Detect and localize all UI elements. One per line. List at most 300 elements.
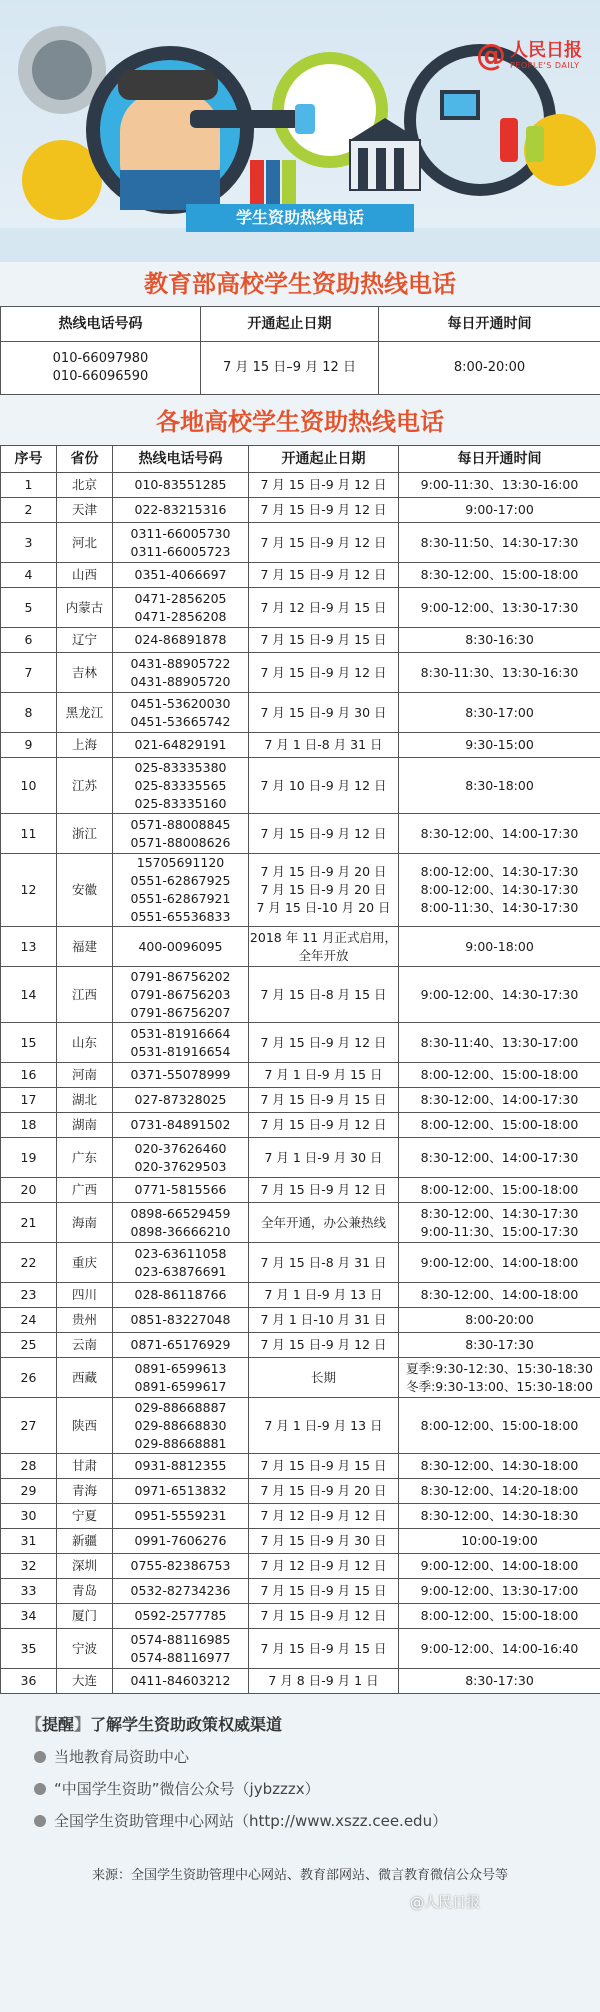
row-province: 湖南 (57, 1113, 113, 1138)
row-dates-line: 2018 年 11 月正式启用， (249, 929, 398, 945)
row-hours-line: 8:30-12:00、14:00-18:00 (420, 1287, 579, 1302)
table-row (1, 1203, 600, 1243)
row-dates (249, 1479, 399, 1504)
row-hours (399, 628, 600, 653)
row-hours-line: 8:00-20:00 (465, 1312, 534, 1327)
row-province: 四川 (57, 1283, 113, 1308)
tip-bracket-open: 【 (26, 1715, 43, 1734)
row-phones-line: 0532-82734236 (130, 1583, 231, 1598)
row-province: 河北 (57, 523, 113, 563)
table-row (1, 1629, 600, 1669)
row-province: 浙江 (57, 814, 113, 854)
row-phones-line: 020-37626460 (134, 1140, 227, 1156)
row-hours-line: 8:30-16:30 (465, 632, 534, 647)
row-phones (113, 967, 249, 1023)
row-phones-line: 0431-88905720 (130, 673, 231, 689)
row-phones-line: 0791-86756207 (130, 1004, 231, 1020)
row-hours (399, 1358, 600, 1398)
row-hours (399, 1579, 600, 1604)
row-province: 山西 (57, 563, 113, 588)
row-phones-line: 025-83335565 (134, 777, 227, 793)
row-dates (249, 1203, 399, 1243)
row-phones (113, 1398, 249, 1454)
row-hours (399, 588, 600, 628)
row-phones (113, 1063, 249, 1088)
row-province: 云南 (57, 1333, 113, 1358)
row-phones-line: 022-83215316 (134, 502, 227, 517)
row-number: 24 (1, 1308, 57, 1333)
row-phones-line: 010-83551285 (134, 477, 227, 492)
tip-bracket-close: 】 (74, 1715, 91, 1734)
row-dates-line: 7 月 15 日-9 月 30 日 (260, 1533, 387, 1548)
row-dates (249, 473, 399, 498)
row-hours-line: 8:30-12:00、14:30-18:30 (420, 1508, 579, 1523)
row-number: 26 (1, 1358, 57, 1398)
row-phones-line: 0574-88116977 (130, 1649, 231, 1665)
row-dates (249, 1308, 399, 1333)
row-dates-line: 全年开放 (298, 947, 349, 963)
row-dates (249, 814, 399, 854)
row-phones (113, 1283, 249, 1308)
row-dates-line: 7 月 15 日-9 月 12 日 (260, 664, 387, 680)
row-number: 35 (1, 1629, 57, 1669)
row-hours (399, 1113, 600, 1138)
row-phones (113, 1479, 249, 1504)
ministry-dates: 7 月 15 日–9 月 12 日 (201, 342, 379, 395)
row-dates (249, 628, 399, 653)
row-hours-line: 9:00-17:00 (465, 502, 534, 517)
row-dates-line: 7 月 12 日-9 月 12 日 (260, 1558, 387, 1573)
row-province: 新疆 (57, 1529, 113, 1554)
row-dates (249, 563, 399, 588)
row-dates (249, 1333, 399, 1358)
row-hours (399, 693, 600, 733)
row-dates-line: 7 月 15 日-9 月 12 日 (260, 1337, 387, 1352)
row-phones-line: 0951-5559231 (134, 1508, 227, 1523)
row-phones (113, 1529, 249, 1554)
row-province: 江西 (57, 967, 113, 1023)
tip-text: 了解学生资助政策权威渠道 (90, 1715, 283, 1734)
table-row (1, 1308, 600, 1333)
row-phones-line: 0891-6599617 (134, 1378, 227, 1394)
row-dates-line: 7 月 15 日-9 月 20 日 (260, 1483, 387, 1498)
row-phones-line: 020-37629503 (134, 1158, 227, 1174)
row-dates-line: 7 月 15 日-9 月 12 日 (260, 1117, 387, 1132)
row-hours (399, 1138, 600, 1178)
row-dates-line: 7 月 15 日-9 月 12 日 (260, 1034, 387, 1050)
row-hours (399, 1398, 600, 1454)
row-hours (399, 1088, 600, 1113)
table-row (1, 588, 600, 628)
row-number: 10 (1, 758, 57, 814)
tip-word: 提醒 (42, 1715, 75, 1734)
row-hours-line: 8:30-12:00、14:00-17:30 (420, 825, 579, 841)
table-row (1, 1669, 600, 1694)
row-hours-line: 8:00-12:00、15:00-18:00 (420, 1417, 579, 1433)
table-row (1, 1504, 600, 1529)
row-number: 3 (1, 523, 57, 563)
header-banner (0, 0, 600, 262)
row-dates-line: 7 月 1 日-9 月 13 日 (264, 1287, 383, 1302)
row-phones-line: 0411-84603212 (130, 1673, 231, 1688)
row-phones-line: 0531-81916654 (130, 1043, 231, 1059)
row-hours-line: 8:30-12:00、15:00-18:00 (420, 567, 579, 582)
table-row (1, 1178, 600, 1203)
logo-english-name: PEOPLE'S DAILY (510, 60, 580, 70)
row-phones (113, 1454, 249, 1479)
row-phones (113, 927, 249, 967)
row-phones (113, 733, 249, 758)
ministry-hotline-title: 教育部高校学生资助热线电话 (144, 270, 456, 298)
row-dates-line: 7 月 1 日-9 月 13 日 (264, 1417, 383, 1433)
row-dates (249, 1138, 399, 1178)
row-hours-line: 8:30-12:00、14:30-17:30 (420, 1205, 579, 1221)
row-hours-line: 8:30-12:00、14:30-18:00 (420, 1458, 579, 1473)
header-dates: 开通起止日期 (201, 307, 379, 342)
row-number: 23 (1, 1283, 57, 1308)
row-dates (249, 733, 399, 758)
row-hours-line: 8:00-12:00、14:30-17:30 (420, 882, 579, 897)
row-hours-line: 8:00-12:00、15:00-18:00 (420, 1182, 579, 1197)
row-phones-line: 0898-66529459 (130, 1205, 231, 1221)
row-number: 36 (1, 1669, 57, 1694)
row-phones-line: 021-64829191 (134, 737, 227, 752)
row-phones (113, 1358, 249, 1398)
header-phone: 热线电话号码 (113, 446, 249, 473)
row-hours-line: 9:00-12:00、13:30-17:00 (420, 1583, 579, 1598)
row-hours (399, 967, 600, 1023)
row-province: 辽宁 (57, 628, 113, 653)
row-hours (399, 1203, 600, 1243)
row-dates-line: 7 月 15 日-9 月 12 日 (260, 477, 387, 492)
row-province: 深圳 (57, 1554, 113, 1579)
row-dates-line: 7 月 12 日-9 月 12 日 (260, 1508, 387, 1523)
table-row (1, 523, 600, 563)
row-dates-line: 7 月 1 日-9 月 30 日 (264, 1149, 383, 1165)
row-phones-line: 0592-2577785 (134, 1608, 227, 1623)
row-number: 21 (1, 1203, 57, 1243)
row-hours (399, 1504, 600, 1529)
row-hours-line: 9:30-15:00 (465, 737, 534, 752)
row-phones (113, 1023, 249, 1063)
ministry-hours: 8:00-20:00 (379, 342, 600, 395)
row-hours-line: 8:30-11:30、13:30-16:30 (420, 664, 579, 680)
row-phones-line: 023-63611058 (134, 1245, 227, 1261)
row-phones-line: 0931-8812355 (134, 1458, 227, 1473)
row-dates (249, 1529, 399, 1554)
row-phones (113, 473, 249, 498)
row-dates-line: 7 月 15 日-9 月 12 日 (260, 1182, 387, 1197)
row-phones-line: 0851-83227048 (130, 1312, 231, 1327)
row-phones-line: 023-63876691 (134, 1263, 227, 1279)
row-number: 7 (1, 653, 57, 693)
row-phones-line: 0551-62867925 (130, 873, 231, 888)
row-phones-line: 025-83335380 (134, 759, 227, 775)
row-dates (249, 523, 399, 563)
row-hours (399, 1454, 600, 1479)
row-province: 海南 (57, 1203, 113, 1243)
row-number: 31 (1, 1529, 57, 1554)
table-row (1, 498, 600, 523)
row-hours-line: 9:00-18:00 (465, 938, 534, 954)
row-hours-line: 8:30-11:40、13:30-17:00 (420, 1034, 579, 1050)
row-hours (399, 1604, 600, 1629)
row-dates (249, 1629, 399, 1669)
row-dates-line: 7 月 1 日-10 月 31 日 (260, 1312, 387, 1327)
row-hours-line: 8:00-12:00、15:00-18:00 (420, 1608, 579, 1623)
row-phones-line: 0431-88905722 (130, 655, 231, 671)
row-dates-line: 7 月 15 日-9 月 12 日 (260, 567, 387, 582)
row-hours (399, 1669, 600, 1694)
row-hours (399, 854, 600, 927)
peoples-daily-logo (476, 38, 582, 73)
row-number: 18 (1, 1113, 57, 1138)
phone-number: 010-66096590 (52, 369, 149, 384)
row-hours (399, 1554, 600, 1579)
row-province: 宁波 (57, 1629, 113, 1669)
row-phones-line: 0891-6599613 (134, 1360, 227, 1376)
row-number: 12 (1, 854, 57, 927)
row-phones-line: 024-86891878 (134, 632, 227, 647)
row-hours-line: 8:30-12:00、14:00-17:30 (420, 1149, 579, 1165)
row-province: 宁夏 (57, 1504, 113, 1529)
table-row (1, 927, 600, 967)
row-hours-line: 冬季:9:30-13:00、15:30-18:00 (406, 1378, 593, 1394)
row-hours (399, 1283, 600, 1308)
row-dates (249, 1178, 399, 1203)
row-phones-line: 0755-82386753 (130, 1558, 231, 1573)
banner-ribbon-title: 学生资助热线电话 (186, 204, 414, 232)
row-hours-line: 9:00-12:00、14:30-17:30 (420, 986, 579, 1002)
table-row (1, 814, 600, 854)
table-row (1, 854, 600, 927)
table-row (1, 473, 600, 498)
table-row (1, 1283, 600, 1308)
row-phones (113, 1178, 249, 1203)
row-dates (249, 693, 399, 733)
row-hours-line: 9:00-11:30、13:30-16:00 (420, 477, 579, 492)
row-number: 32 (1, 1554, 57, 1579)
row-dates (249, 653, 399, 693)
list-item: “中国学生资助”微信公众号（jybzzzx） (34, 1778, 320, 1799)
row-phones (113, 563, 249, 588)
row-number: 22 (1, 1243, 57, 1283)
table-row (1, 628, 600, 653)
row-province: 吉林 (57, 653, 113, 693)
table-row (1, 1579, 600, 1604)
row-hours (399, 523, 600, 563)
table-row (1, 967, 600, 1023)
row-number: 5 (1, 588, 57, 628)
row-hours-line: 8:30-12:00、14:20-18:00 (420, 1483, 579, 1498)
row-dates-line: 全年开通，办公兼热线 (260, 1214, 386, 1230)
row-hours (399, 1629, 600, 1669)
row-dates (249, 1504, 399, 1529)
row-number: 16 (1, 1063, 57, 1088)
row-phones-line: 0571-88008626 (130, 834, 231, 850)
row-province: 厦门 (57, 1604, 113, 1629)
row-dates (249, 1604, 399, 1629)
table-row (1, 1529, 600, 1554)
row-dates-line: 7 月 15 日-9 月 20 日 (260, 864, 387, 879)
row-province: 江苏 (57, 758, 113, 814)
row-province: 重庆 (57, 1243, 113, 1283)
row-dates-line: 7 月 15 日-9 月 30 日 (260, 704, 387, 720)
row-province: 山东 (57, 1023, 113, 1063)
row-hours (399, 814, 600, 854)
regional-hotline-table (0, 445, 600, 1694)
row-number: 20 (1, 1178, 57, 1203)
row-dates-line: 7 月 15 日-8 月 31 日 (260, 1254, 387, 1270)
row-phones-line: 0971-6513832 (134, 1483, 227, 1498)
row-dates-line: 7 月 15 日-8 月 15 日 (260, 986, 387, 1002)
row-number: 17 (1, 1088, 57, 1113)
row-phones-line: 0451-53665742 (130, 713, 231, 729)
row-dates (249, 1283, 399, 1308)
row-phones (113, 758, 249, 814)
row-number: 6 (1, 628, 57, 653)
row-province: 湖北 (57, 1088, 113, 1113)
table-row (1, 758, 600, 814)
row-number: 30 (1, 1504, 57, 1529)
row-phones (113, 1333, 249, 1358)
row-dates-line: 7 月 15 日-9 月 15 日 (260, 1640, 387, 1656)
row-number: 19 (1, 1138, 57, 1178)
row-dates-line: 7 月 15 日-9 月 15 日 (260, 1583, 387, 1598)
table-header-row (1, 307, 600, 342)
row-dates-line: 7 月 1 日-9 月 15 日 (264, 1067, 383, 1082)
row-phones (113, 1308, 249, 1333)
row-number: 13 (1, 927, 57, 967)
ministry-hotline-table (0, 306, 600, 395)
row-province: 大连 (57, 1669, 113, 1694)
row-phones-line: 0898-36666210 (130, 1223, 231, 1239)
row-number: 28 (1, 1454, 57, 1479)
row-number: 2 (1, 498, 57, 523)
row-dates-line: 7 月 1 日-8 月 31 日 (264, 737, 383, 752)
row-number: 25 (1, 1333, 57, 1358)
row-phones (113, 1604, 249, 1629)
table-row (1, 1333, 600, 1358)
table-row (1, 1479, 600, 1504)
row-number: 14 (1, 967, 57, 1023)
row-phones-line: 0311-66005730 (130, 525, 231, 541)
row-hours-line: 8:30-11:50、14:30-17:30 (420, 534, 579, 550)
table-row (1, 1023, 600, 1063)
row-dates (249, 1358, 399, 1398)
row-hours-line: 9:00-12:00、13:30-17:30 (420, 599, 579, 615)
row-hours (399, 927, 600, 967)
ministry-phones (1, 342, 201, 395)
row-number: 4 (1, 563, 57, 588)
table-row (1, 733, 600, 758)
table-row (1, 1454, 600, 1479)
header-phone: 热线电话号码 (1, 307, 201, 342)
row-hours (399, 758, 600, 814)
row-province: 广西 (57, 1178, 113, 1203)
row-province: 贵州 (57, 1308, 113, 1333)
list-item: 全国学生资助管理中心网站（http://www.xszz.cee.edu） (34, 1810, 447, 1831)
row-number: 8 (1, 693, 57, 733)
table-row (1, 1604, 600, 1629)
row-number: 11 (1, 814, 57, 854)
row-dates-line: 7 月 15 日-9 月 12 日 (260, 1608, 387, 1623)
row-phones-line: 0871-65176929 (130, 1337, 231, 1352)
logo-at-symbol: @ (476, 38, 506, 73)
row-province: 上海 (57, 733, 113, 758)
table-row (1, 563, 600, 588)
row-phones-line: 0471-2856208 (134, 608, 227, 624)
row-phones-line: 0791-86756202 (130, 968, 231, 984)
row-dates-line: 7 月 15 日-9 月 15 日 (260, 632, 387, 647)
header-hours: 每日开通时间 (399, 446, 600, 473)
row-dates (249, 1243, 399, 1283)
row-hours-line: 9:00-12:00、14:00-16:40 (420, 1640, 579, 1656)
table-row (1, 1398, 600, 1454)
row-phones (113, 523, 249, 563)
row-dates-line: 7 月 15 日-10 月 20 日 (256, 900, 391, 915)
source-note: 来源：全国学生资助管理中心网站、教育部网站、微言教育微信公众号等 (91, 1868, 508, 1883)
row-number: 34 (1, 1604, 57, 1629)
row-dates-line: 7 月 8 日-9 月 1 日 (268, 1673, 379, 1688)
row-hours-line: 8:00-12:00、15:00-18:00 (420, 1117, 579, 1132)
header-hours: 每日开通时间 (379, 307, 600, 342)
header-number: 序号 (1, 446, 57, 473)
row-dates (249, 498, 399, 523)
row-hours (399, 1178, 600, 1203)
row-hours-line: 9:00-11:30、15:00-17:30 (420, 1223, 579, 1239)
row-dates-line: 7 月 15 日-9 月 12 日 (260, 825, 387, 841)
row-dates (249, 1063, 399, 1088)
row-hours (399, 653, 600, 693)
row-phones-line: 029-88668881 (134, 1435, 227, 1451)
row-hours-line: 8:30-12:00、14:00-17:30 (420, 1092, 579, 1107)
header-dates: 开通起止日期 (249, 446, 399, 473)
row-phones-line: 0991-7606276 (134, 1533, 227, 1548)
bullet-dot-icon (34, 1815, 46, 1827)
row-phones (113, 1113, 249, 1138)
row-hours (399, 733, 600, 758)
row-dates (249, 1113, 399, 1138)
row-phones-line: 0531-81916664 (130, 1025, 231, 1041)
table-row (1, 1554, 600, 1579)
row-number: 29 (1, 1479, 57, 1504)
row-phones (113, 1504, 249, 1529)
row-phones-line: 0311-66005723 (130, 543, 231, 559)
row-hours (399, 1333, 600, 1358)
row-province: 福建 (57, 927, 113, 967)
regional-hotline-title: 各地高校学生资助热线电话 (156, 408, 444, 436)
row-phones (113, 1203, 249, 1243)
row-phones-line: 0771-5815566 (134, 1182, 227, 1197)
row-phones (113, 1629, 249, 1669)
table-row (1, 1113, 600, 1138)
row-province: 内蒙古 (57, 588, 113, 628)
row-phones-line: 0471-2856205 (134, 590, 227, 606)
row-hours (399, 1308, 600, 1333)
row-province: 广东 (57, 1138, 113, 1178)
row-dates (249, 854, 399, 927)
logo-chinese-name: 人民日报 (510, 39, 582, 61)
row-phones-line: 025-83335160 (134, 795, 227, 811)
row-hours (399, 1063, 600, 1088)
row-phones-line: 027-87328025 (134, 1092, 227, 1107)
row-phones (113, 1243, 249, 1283)
row-hours-line: 9:00-12:00、14:00-18:00 (420, 1254, 579, 1270)
row-dates-line: 长期 (310, 1369, 336, 1385)
footer-tips (0, 1694, 600, 1945)
table-row (1, 653, 600, 693)
